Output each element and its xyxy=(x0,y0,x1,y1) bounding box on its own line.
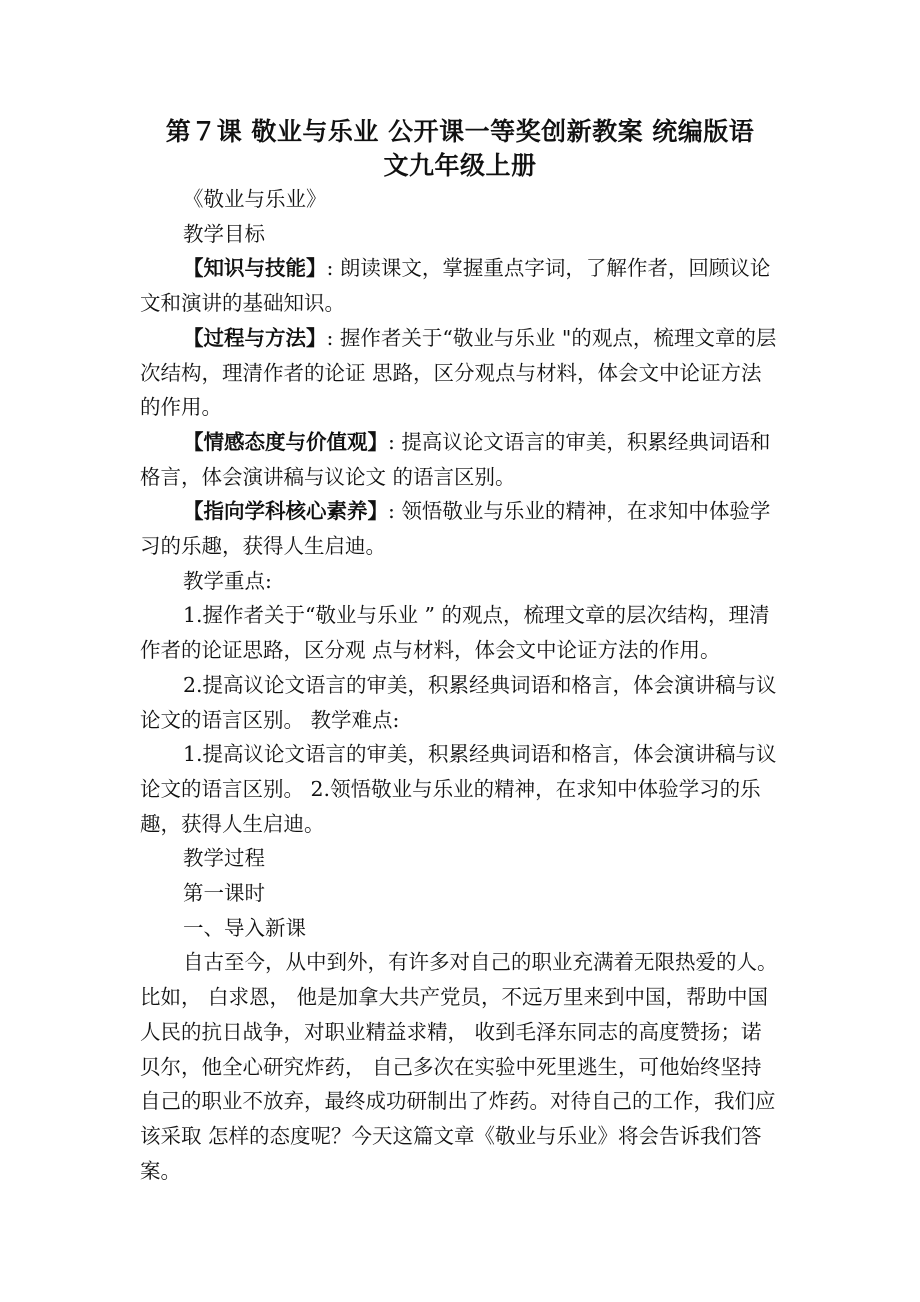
goal-core xyxy=(140,494,780,563)
goal-process-label: 【过程与方法】 xyxy=(183,325,327,350)
goal-core-label: 【指向学科核心素养】 xyxy=(183,499,388,524)
document-body xyxy=(140,182,780,1188)
goal-process xyxy=(140,321,780,425)
goal-emotion xyxy=(140,425,780,494)
section-heading: 一、导入新课 xyxy=(183,915,306,940)
document-title-line-1: 第７课 敬业与乐业 公开课一等奖创新教案 统编版语 xyxy=(165,117,755,146)
goal-knowledge-label: 【知识与技能】 xyxy=(183,256,327,281)
goal-emotion-text: : 提高议论文语言的审美，积累经典词语和格言，体会演讲稿与议论文 的语言区别。 xyxy=(140,429,771,489)
key-points-heading: 教学重点: xyxy=(183,568,272,593)
process-heading: 教学过程 xyxy=(183,846,265,871)
goal-emotion-label: 【情感态度与价值观】 xyxy=(183,429,388,454)
teaching-goals-heading: 教学目标 xyxy=(183,221,265,246)
intro-paragraph: 自古至今，从中到外，有许多对自己的职业充满着无限热爱的人。比如， 白求恩， 他是加拿大共产党员，不远万里来到中国，帮助中国人民的抗日战争，对职业精益求精， 收到毛泽东同志的高度赞扬；诺贝尔，他全心研究炸药， 自己多次在实验中死里逃生，可他始终坚持自己的职业不放弃，最终成功研制出了炸药。对待自己的工作，我们应该采取 怎样的态度呢？今天这篇文章《敬业与乐业》将会告诉我们答案。 xyxy=(140,950,778,1183)
key-point-2: 2.提高议论文语言的审美，积累经典词语和格言，体会演讲稿与议论文的语言区别。 教学难点: xyxy=(140,672,777,732)
document-title-line-2: 文九年级上册 xyxy=(383,151,537,180)
difficult-points: 1.提高议论文语言的审美，积累经典词语和格言，体会演讲稿与议论文的语言区别。 2.领悟敬业与乐业的精神，在求知中体验学习的乐趣，获得人生启迪。 xyxy=(140,742,777,836)
key-point-1: 1.握作者关于“敬业与乐业 ” 的观点，梳理文章的层次结构，理清作者的论证思路，区分观 点与材料，体会文中论证方法的作用。 xyxy=(140,603,770,663)
lesson-heading: 第一课时 xyxy=(183,881,265,906)
book-title: 《敬业与乐业》 xyxy=(183,187,327,211)
goal-knowledge-text: : 朗读课文，掌握重点字词，了解作者，回顾议论文和演讲的基础知识。 xyxy=(140,256,771,316)
goal-knowledge xyxy=(140,251,780,320)
goal-core-text: : 领悟敬业与乐业的精神，在求知中体验学习的乐趣，获得人生启迪。 xyxy=(140,499,771,559)
goal-process-text: : 握作者关于“敬业与乐业 "的观点，梳理文章的层次结构，理清作者的论证 思路，区分观点与材料，体会文中论证方法的作用。 xyxy=(140,325,777,420)
